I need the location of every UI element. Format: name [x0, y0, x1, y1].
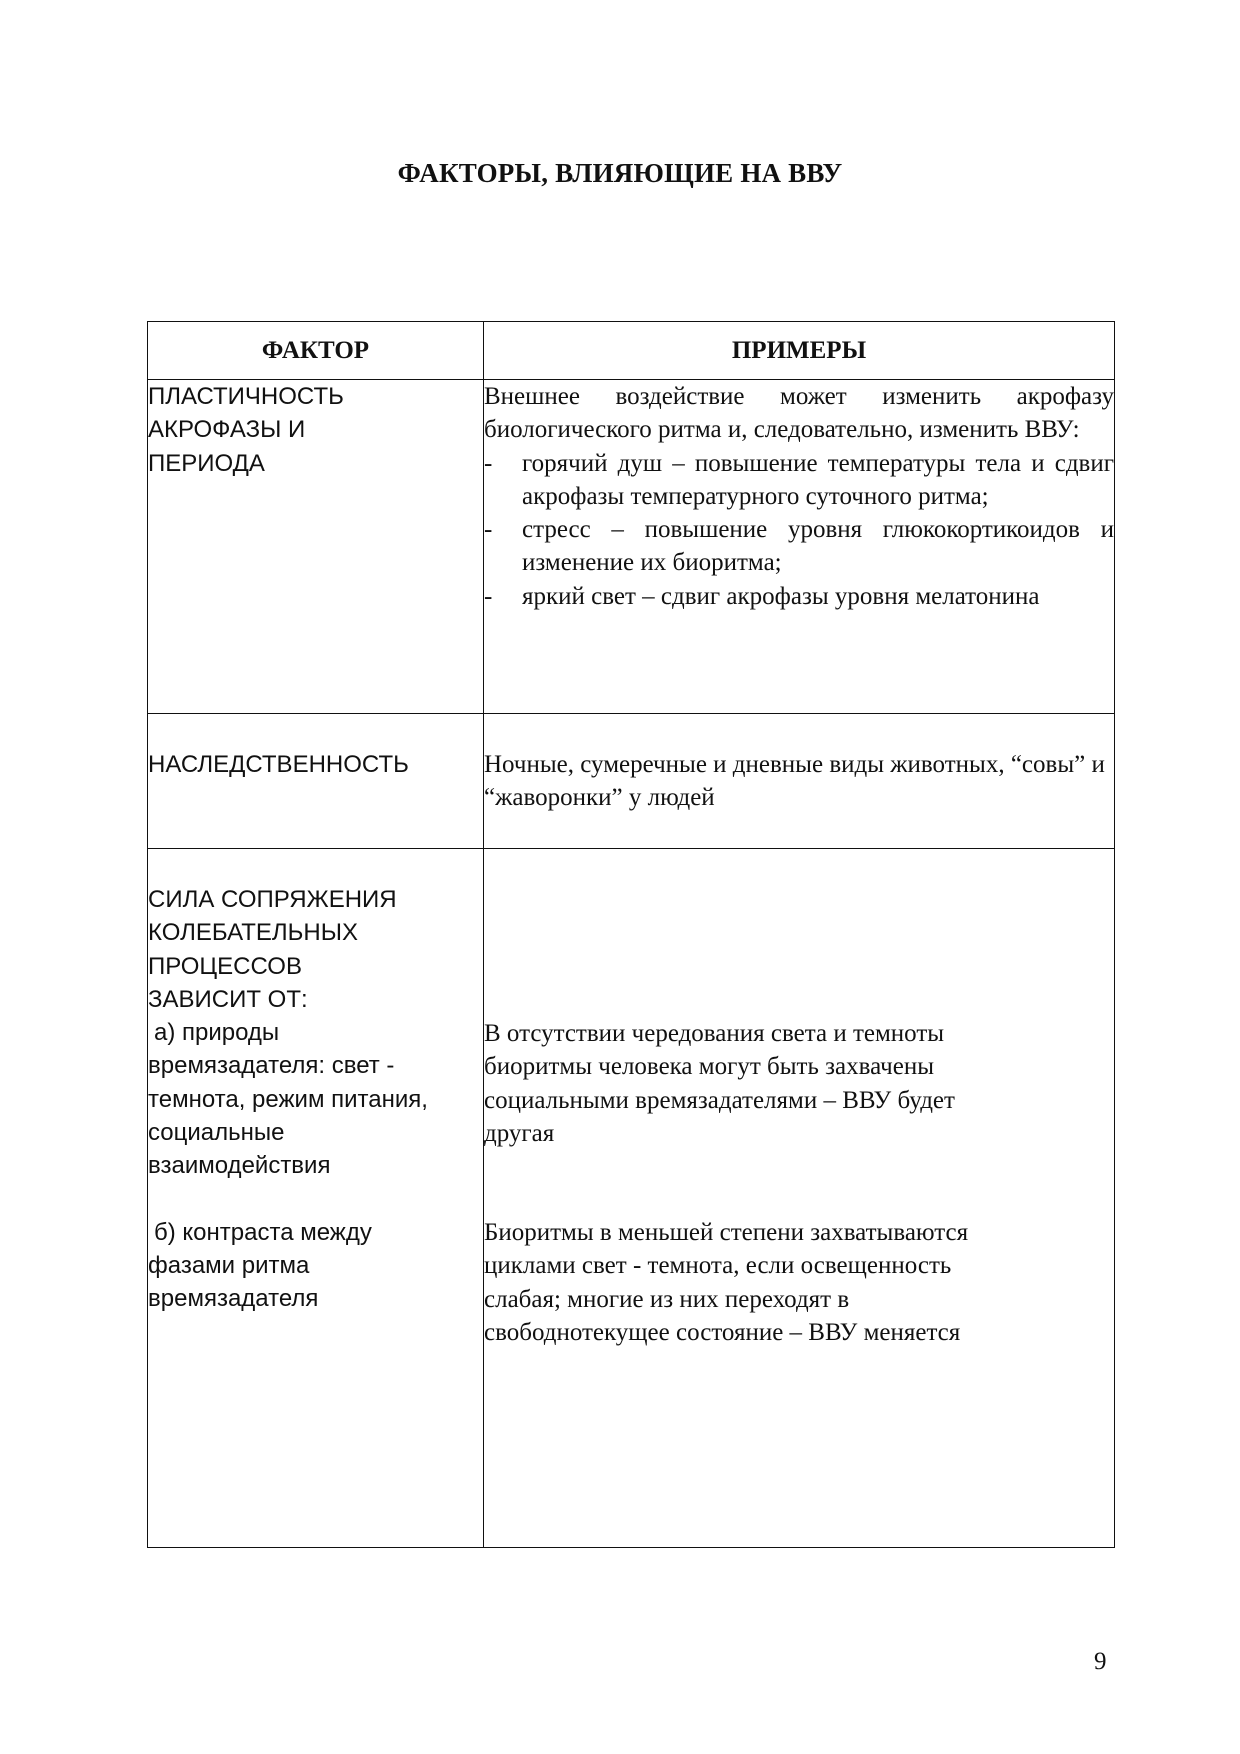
example-line: биоритмы человека могут быть захвачены: [484, 1053, 935, 1081]
table-header-row: [148, 322, 1115, 380]
list-item: [484, 447, 1114, 514]
sub-factor-line: фазами ритма: [148, 1251, 310, 1279]
factor-line: ЗАВИСИТ ОТ:: [148, 985, 308, 1013]
sub-factor-line: а) природы: [154, 1019, 280, 1047]
factors-table: [147, 321, 1115, 1548]
dash-bullet: -: [484, 516, 493, 544]
example-line: слабая; многие из них переходят в: [484, 1285, 850, 1313]
list-item-text: яркий свет – сдвиг акрофазы уровня мелатонина: [522, 582, 1040, 610]
header-examples: ПРИМЕРЫ: [484, 322, 1115, 380]
example-line: Биоритмы в меньшей степени захватываются: [484, 1219, 969, 1247]
sub-factor-line: темнота, режим питания,: [148, 1085, 428, 1113]
example-line: социальными времязадателями – ВВУ будет: [484, 1086, 955, 1114]
page-number: 9: [1094, 1648, 1107, 1675]
factor-line: АКРОФАЗЫ И: [148, 416, 306, 444]
example-line: другая: [484, 1119, 555, 1147]
example-intro: Внешнее воздействие может изменить акрофазу биологического ритма и, следовательно, изменить ВВУ:: [484, 383, 1114, 444]
dash-bullet: -: [484, 582, 493, 610]
list-item-text: горячий душ – повышение температуры тела и сдвиг акрофазы температурного суточного ритма;: [522, 449, 1114, 510]
example-line: В отсутствии чередования света и темноты: [484, 1020, 945, 1047]
table-row: [148, 849, 1115, 1548]
factor-cell: [148, 380, 484, 714]
dash-bullet: -: [484, 449, 493, 477]
sub-factor-line: взаимодействия: [148, 1152, 331, 1180]
list-item: [484, 513, 1114, 580]
example-line: свободнотекущее состояние – ВВУ меняется: [484, 1319, 961, 1347]
factor-line: ПЛАСТИЧНОСТЬ: [148, 383, 344, 410]
factor-line: КОЛЕБАТЕЛЬНЫХ: [148, 919, 358, 947]
sub-factor-line: времязадателя: [148, 1285, 319, 1313]
sub-factor-line: времязадателя: свет -: [148, 1052, 395, 1080]
list-item-text: стресс – повышение уровня глюкокортикоидов и изменение их биоритма;: [522, 516, 1114, 577]
factor-line: СИЛА СОПРЯЖЕНИЯ: [148, 886, 397, 913]
page-title: ФАКТОРЫ, ВЛИЯЮЩИЕ НА ВВУ: [397, 158, 843, 188]
example-cell: Ночные, сумеречные и дневные виды животных, “совы” и “жаворонки” у людей: [484, 714, 1115, 849]
header-factor: ФАКТОР: [148, 322, 484, 380]
sub-factor-line: социальные: [148, 1119, 285, 1147]
table-row: [148, 380, 1115, 714]
factor-cell: [148, 849, 484, 1548]
factor-cell: НАСЛЕДСТВЕННОСТЬ: [148, 714, 484, 849]
sub-factor-line: б) контраста между: [154, 1218, 372, 1246]
factor-line: ПЕРИОДА: [148, 449, 265, 477]
factor-line: ПРОЦЕССОВ: [148, 952, 302, 980]
table-row: [148, 714, 1115, 849]
example-cell: [484, 849, 1115, 1548]
list-item: [484, 580, 1114, 613]
example-line: циклами свет - темнота, если освещенность: [484, 1252, 952, 1280]
example-cell: [484, 380, 1115, 714]
